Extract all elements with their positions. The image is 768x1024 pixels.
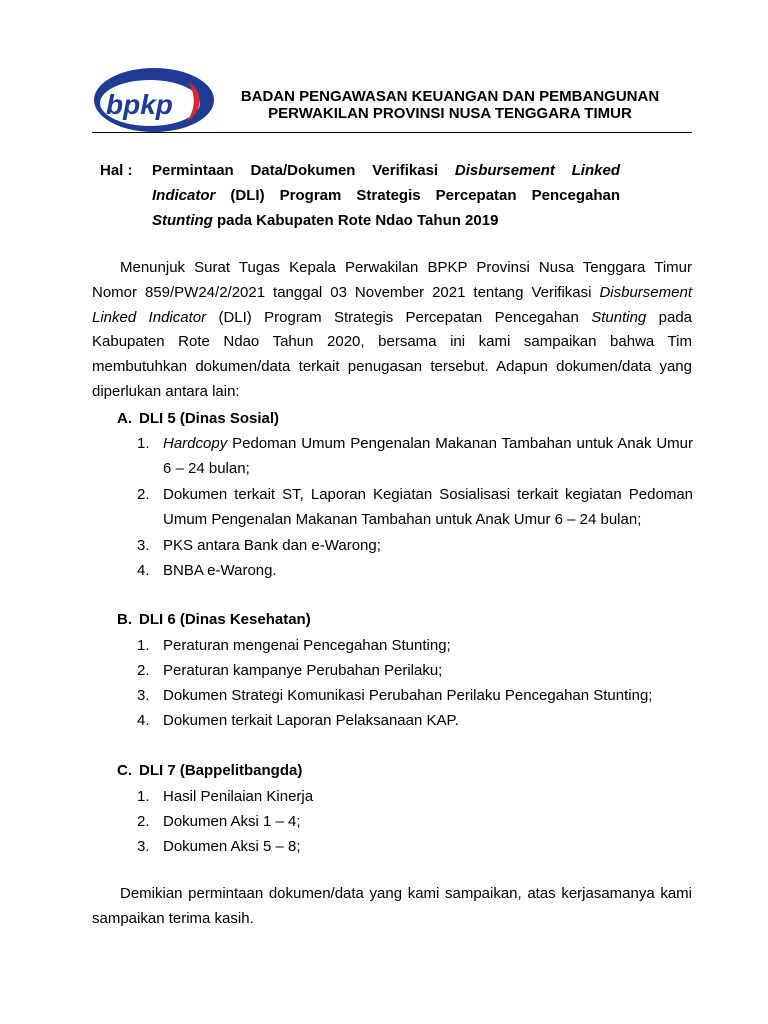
list-item: 2. Dokumen Aksi 1 – 4; xyxy=(137,813,301,830)
org-name-line2: PERWAKILAN PROVINSI NUSA TENGGARA TIMUR xyxy=(268,105,632,122)
list-item: 4. BNBA e-Warong. xyxy=(137,562,277,579)
list-item: 1. Hasil Penilaian Kinerja xyxy=(137,788,314,805)
list-item: 3. Dokumen Aksi 5 – 8; xyxy=(137,838,301,855)
list-item: 4. Dokumen terkait Laporan Pelaksanaan KAP. xyxy=(137,712,459,729)
bpkp-logo xyxy=(92,66,216,134)
section-b-heading: B. DLI 6 (Dinas Kesehatan) xyxy=(117,611,311,628)
list-item: 2. Peraturan kampanye Perubahan Perilaku; xyxy=(137,662,443,679)
section-a-heading: A. DLI 5 (Dinas Sosial) xyxy=(117,410,280,427)
closing-paragraph: Demikian permintaan dokumen/data yang kami sampaikan, atas kerjasamanya kami sampaikan terima kasih. xyxy=(92,885,692,927)
list-item: 3. PKS antara Bank dan e-Warong; xyxy=(137,537,381,554)
logo-text: bpkp xyxy=(106,89,173,120)
list-item: 1. Hardcopy Pedoman Umum Pengenalan Makanan Tambahan untuk Anak Umur 6 – 24 bulan; xyxy=(137,435,693,477)
org-name-line1: BADAN PENGAWASAN KEUANGAN DAN PEMBANGUNAN xyxy=(240,88,660,105)
subject-text: Permintaan Data/Dokumen Verifikasi Disbursement Linked Indicator (DLI) Program Strategis Percepatan Pencegahan Stunting pada Kabupaten Rote Ndao Tahun 2019 xyxy=(152,162,620,229)
header-divider xyxy=(92,132,692,133)
list-item: 2. Dokumen terkait ST, Laporan Kegiatan Sosialisasi terkait kegiatan Pedoman Umum Pengenalan Makanan Tambahan untuk Anak Umur 6 – 24 bulan; xyxy=(137,486,693,528)
list-item: 1. Peraturan mengenai Pencegahan Stunting; xyxy=(137,637,451,654)
section-c-heading: C. DLI 7 (Bappelitbangda) xyxy=(117,762,303,779)
intro-paragraph: Menunjuk Surat Tugas Kepala Perwakilan BPKP Provinsi Nusa Tenggara Timur Nomor 859/PW24/2/2021 tanggal 03 November 2021 tentang Verifikasi Disbursement Linked Indicator (DLI) Program Strategis Percepatan Pencegahan Stunting pada Kabupaten Rote Ndao Tahun 2020, bersama ini kami sampaikan bahwa Tim membutuhkan dokumen/data terkait penugasan tersebut. Adapun dokumen/data yang diperlukan antara lain: xyxy=(92,259,693,400)
list-item: 3. Dokumen Strategi Komunikasi Perubahan Perilaku Pencegahan Stunting; xyxy=(137,687,653,704)
subject-label: Hal : xyxy=(100,162,133,179)
